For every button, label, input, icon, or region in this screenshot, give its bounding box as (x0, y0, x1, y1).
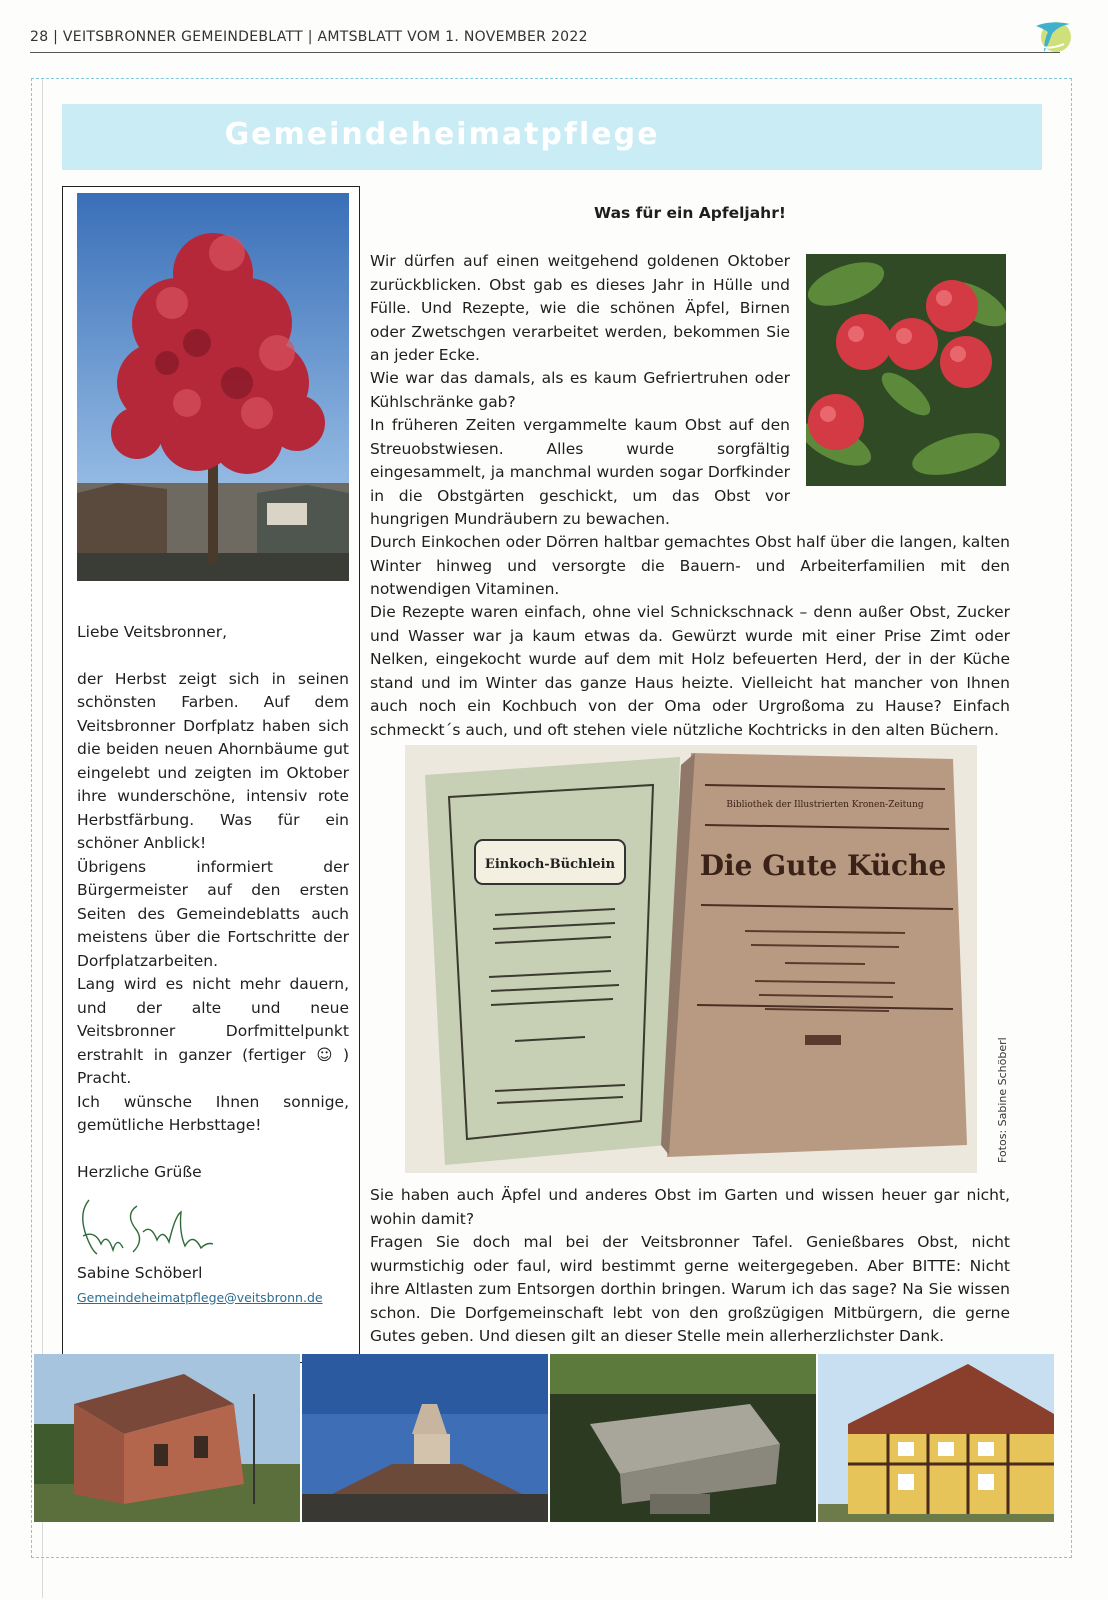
photo-credit: Fotos: Sabine Schöberl (996, 1037, 1009, 1163)
letter-paragraph-4: Ich wünsche Ihnen sonnige, gemütliche Herbsttage! (77, 1092, 349, 1134)
article-title: Was für ein Apfeljahr! (594, 204, 786, 222)
letter-box (62, 186, 360, 1363)
cookbooks-photo (405, 745, 977, 1173)
header-rule (30, 52, 1060, 53)
article-paragraph-6: Sie haben auch Äpfel und anderes Obst im Garten und wissen heuer gar nicht, wohin damit? (370, 1186, 1010, 1228)
article-paragraph-3: In früheren Zeiten vergammelte kaum Obst auf den Streuobstwiesen. Alles wurde sorgfältig eingesammelt, ja manchmal wurden sogar Dorfkinder in die Obstgärten geschickt, um das Obst vor hungrigen Mundräubern zu bewachen. (370, 416, 790, 528)
letter-salutation: Liebe Veitsbronner, (77, 623, 228, 641)
right-book-series: Bibliothek der Illustrierten Kronen-Zeitung (726, 800, 924, 810)
article-paragraph-2: Wie war das damals, als es kaum Gefriertruhen oder Kühlschränke gab? (370, 369, 790, 411)
letter-text (77, 621, 349, 1309)
letter-paragraph-3: Lang wird es nicht mehr dauern, und der alte und neue Veitsbronner Dorfmittelpunkt erstrahlt in ganzer (fertiger ☺ ) Pracht. (77, 975, 349, 1087)
section-banner (62, 104, 1042, 170)
letter-author: Sabine Schöberl (77, 1264, 203, 1282)
photo-station-building (34, 1354, 300, 1522)
signature (77, 1192, 217, 1262)
article-paragraph-7: Fragen Sie doch mal bei der Veitsbronner Tafel. Genießbares Obst, nicht wurmstichig oder faul, wird bestimmt gerne weitergegeben. Aber BITTE: Nicht ihre Altlasten zum Entsorgen dorthin bringen. Warum ich das sage? Na Sie wissen schon. Die Dorfgemeinschaft lebt von den großzügigen Mitbürgern, die gerne Gutes geben. Und diesen gilt an dieser Stelle mein allerherzlichster Dank. (370, 1233, 1010, 1345)
letter-paragraph-2: Übrigens informiert der Bürgermeister auf den ersten Seiten des Gemeindeblatts auch meistens über die Fortschritte der Dorfplatzarbeiten. (77, 857, 349, 970)
maple-tree-photo (77, 193, 349, 581)
right-book-title: Die Gute Küche (699, 849, 947, 882)
letter-closing: Herzliche Grüße (77, 1162, 202, 1181)
article-paragraph-4: Durch Einkochen oder Dörren haltbar gemachtes Obst half über die langen, kalten Winter hinweg und versorgte die Bauern- und Arbeiterfamilien mit den notwendigen Vitaminen. (370, 533, 1010, 598)
photo-church-tower (302, 1354, 548, 1522)
municipality-logo (1030, 16, 1074, 56)
page-header: 28 | VEITSBRONNER GEMEINDEBLATT | AMTSBLATT VOM 1. NOVEMBER 2022 (30, 29, 588, 45)
article-paragraph-5: Die Rezepte waren einfach, ohne viel Schnickschnack – denn außer Obst, Zucker und Wasser war ja kaum etwas da. Gewürzt wurde mit einer Prise Zimt oder Nelken, eingekocht wurde auf dem mit Holz befeuerten Herd, der in der Küche stand und im Winter das ganze Haus heizte. Vielleicht hat mancher von Ihnen auch noch ein Kochbuch von der Oma oder Urgroßoma zu Hause? Einfach schmeckt´s auch, und oft stehen viele nützliche Kochtricks in den alten Büchern. (370, 603, 1010, 739)
letter-paragraph-1: der Herbst zeigt sich in seinen schönsten Farben. Auf dem Veitsbronner Dorfplatz haben sich die beiden neuen Ahornbäume gut eingelebt und zeigten im Oktober ihre wunderschöne, intensiv rote Herbstfärbung. Was für ein schöner Anblick! (77, 669, 349, 852)
section-title: Gemeindeheimatpflege (224, 117, 660, 152)
photo-half-timbered-house (818, 1354, 1054, 1522)
apple-photo (806, 254, 1006, 486)
photo-stone-block (550, 1354, 816, 1522)
article-paragraph-1: Wir dürfen auf einen weitgehend goldenen Oktober zurückblicken. Obst gab es dieses Jahr in Hülle und Fülle. Und Rezepte, wie die schönen Äpfel, Birnen oder Zwetschgen verarbeitet werden, bekommen Sie an jeder Ecke. (370, 252, 790, 364)
email-link[interactable]: Gemeindeheimatpflege@veitsbronn.de (77, 1289, 323, 1305)
left-book-title: Einkoch-Büchlein (484, 857, 616, 872)
